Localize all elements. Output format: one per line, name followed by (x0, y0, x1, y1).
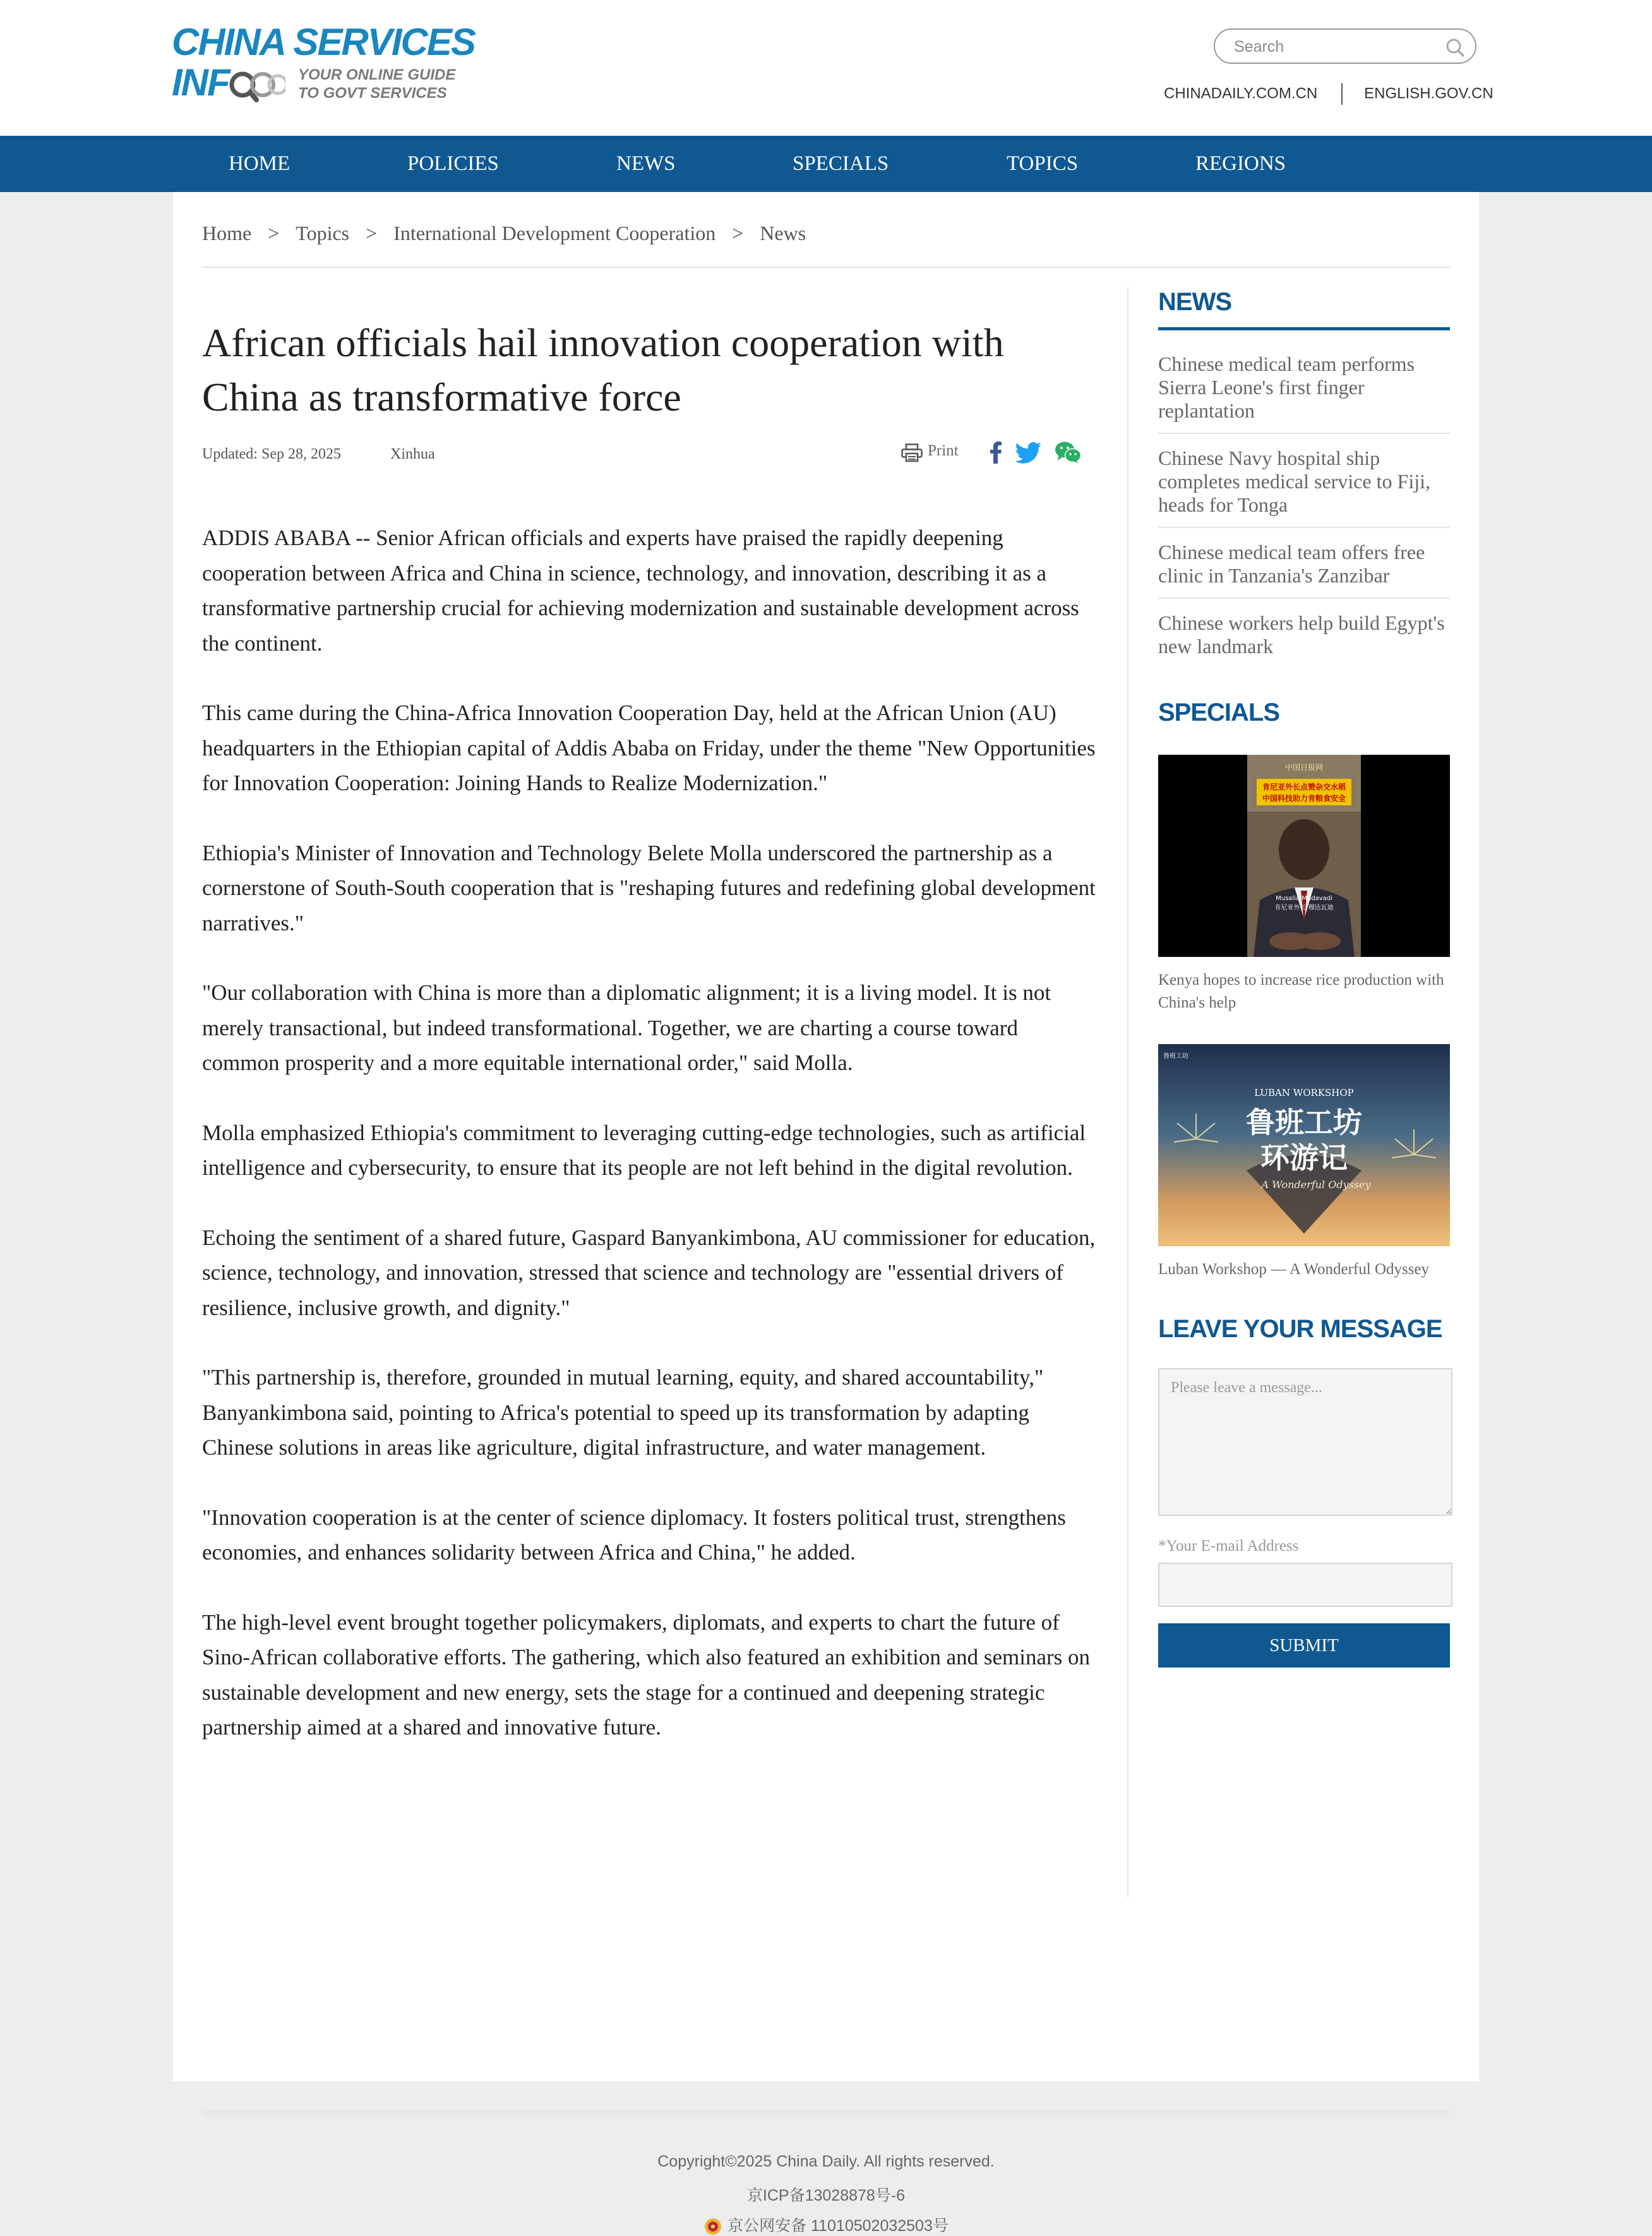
image-caption-line1: 肯尼亚外长点赞杂交水稻 (1262, 783, 1346, 791)
article-paragraph: ADDIS ABABA -- Senior African officials and experts have praised the rapidly deepening cooperation between Africa and China in science, technology, and innovation, describing it as a transformative partnership crucial for achieving modernization and sustainable development across the continent. (202, 526, 1079, 656)
email-label: *Your E-mail Address (1158, 1537, 1299, 1554)
link-separator (1341, 83, 1343, 105)
logo-wordmark-info: INF (172, 61, 229, 104)
special-caption-kenya[interactable]: Kenya hopes to increase rice production with China's help (1158, 971, 1444, 1011)
sidebar-news-item[interactable]: Chinese medical team performs Sierra Leone's first finger replantation (1158, 352, 1450, 434)
article-paragraph: Echoing the sentiment of a shared future, Gaspard Banyankimbona, AU commissioner for education, science, technology, and innovation, stressed that science and technology are "essential drivers of resilience, inclusive growth, and dignity." (202, 1225, 1096, 1320)
article-paragraph: Molla emphasized Ethiopia's commitment to leveraging cutting-edge technologies, such as artificial intelligence and cybersecurity, to ensure that its people are not left behind in the digital revolution. (202, 1120, 1086, 1180)
police-badge-icon (703, 2217, 722, 2236)
nav-specials[interactable]: SPECIALS (793, 152, 889, 175)
footer-icp[interactable]: 京ICP备13028878号-6 (746, 2187, 906, 2204)
site-logo[interactable] (172, 21, 475, 105)
image-label: LUBAN WORKSHOP (1254, 1087, 1354, 1098)
image-name-label: Musalia Mudavadi (1276, 895, 1332, 902)
column-divider (1127, 287, 1128, 1897)
image-subtitle: A Wonderful Odyssey (1261, 1179, 1371, 1191)
nav-news[interactable]: NEWS (616, 152, 676, 175)
sidebar-news-heading: NEWS (1158, 288, 1231, 316)
image-corner-text: 鲁班工坊 (1163, 1053, 1188, 1060)
external-links (1164, 83, 1493, 109)
special-caption-luban[interactable]: Luban Workshop — A Wonderful Odyssey (1158, 1261, 1430, 1278)
leave-message-heading: LEAVE YOUR MESSAGE (1158, 1315, 1442, 1343)
sidebar-news-item[interactable]: Chinese Navy hospital ship completes medical service to Fiji, heads for Tonga (1158, 447, 1450, 528)
footer-police-record[interactable] (173, 2213, 1479, 2236)
article-paragraph: "This partnership is, therefore, grounded in mutual learning, equity, and shared accountability," Banyankimbona said, pointing to Africa's potential to speed up its transformation by adapting Chinese solutions in areas like agriculture, digital infrastructure, and water management. (202, 1365, 1044, 1460)
breadcrumb (202, 217, 806, 249)
nav-home[interactable]: HOME (229, 152, 290, 175)
image-title-line1: 鲁班工坊 (1246, 1105, 1362, 1139)
footer-divider (202, 2110, 1450, 2116)
breadcrumb-separator: > (732, 222, 744, 244)
article-paragraph: The high-level event brought together policymakers, diplomats, and experts to chart the future of Sino-African collaborative efforts. The gathering, which also featured an exhibition and seminars on sustainable development and new energy, sets the stage for a continued and deepening strategic partnership aimed at a shared and innovative future. (202, 1609, 1091, 1740)
article-paragraph: Ethiopia's Minister of Innovation and Technology Belete Molla underscored the partnership as a cornerstone of South-South cooperation that is "reshaping futures and redefining global development narratives." (202, 840, 1096, 935)
sidebar-specials-heading: SPECIALS (1158, 699, 1280, 726)
share-bar (901, 438, 1091, 464)
special-thumbnail-luban[interactable] (1158, 1044, 1450, 1246)
sidebar-news-item[interactable]: Chinese workers help build Egypt's new landmark (1158, 611, 1445, 658)
image-title-line2: 环游记 (1260, 1141, 1348, 1175)
submit-button[interactable]: SUBMIT (1158, 1623, 1450, 1668)
article-body (202, 520, 1099, 1780)
logo-wordmark: CHINA SERVICES (172, 21, 475, 63)
breadcrumb-news[interactable]: News (760, 222, 806, 244)
breadcrumb-idc[interactable]: International Development Cooperation (393, 222, 716, 244)
article-title: African officials hail innovation cooperation with China as transformative force (202, 320, 1004, 419)
image-caption-line2: 中国科技助力肯粮食安全 (1262, 794, 1346, 803)
breadcrumb-home[interactable]: Home (202, 222, 252, 244)
content-panel (173, 192, 1479, 2235)
main-nav (0, 136, 1652, 192)
link-chinadaily[interactable]: CHINADAILY.COM.CN (1164, 85, 1318, 102)
sidebar-news-rule (1158, 327, 1450, 330)
breadcrumb-divider (202, 267, 1450, 268)
article-paragraph: "Innovation cooperation is at the center of science diplomacy. It fosters political trust, strengthens economies, and enhances solidarity between Africa and China," he added. (202, 1505, 1066, 1565)
sidebar-news-list (1158, 352, 1450, 681)
logo-tagline-line1: YOUR ONLINE GUIDE (298, 66, 456, 83)
logo-tagline-line2: TO GOVT SERVICES (298, 85, 447, 102)
footer-copyright: Copyright©2025 China Daily. All rights reserved. (657, 2153, 995, 2170)
article-source: Xinhua (390, 446, 435, 462)
footer-police-text: 京公网安备 11010502032503号 (727, 2217, 949, 2235)
facebook-icon[interactable] (989, 441, 1003, 464)
search-box (1214, 28, 1476, 64)
image-name-cn-label: 肯尼亚外长 穆达瓦迪 (1274, 905, 1334, 911)
link-english-gov[interactable]: ENGLISH.GOV.CN (1364, 85, 1493, 102)
logo-tagline (298, 66, 455, 102)
search-icon[interactable] (1445, 37, 1465, 57)
article-updated-date: Updated: Sep 28, 2025 (202, 446, 341, 462)
site-header (0, 0, 1652, 136)
print-label[interactable]: Print (928, 442, 959, 459)
breadcrumb-topics[interactable]: Topics (296, 222, 350, 244)
search-input[interactable] (1233, 35, 1437, 59)
breadcrumb-separator: > (268, 222, 280, 244)
article-paragraph: "Our collaboration with China is more than a diplomatic alignment; it is a living model. It is not merely transactional, but indeed transformational. Together, we are charting a course toward common prosperity and a more equitable international order," said Molla. (202, 980, 1051, 1075)
twitter-icon[interactable] (1015, 442, 1041, 464)
special-thumbnail-kenya[interactable] (1158, 755, 1450, 957)
nav-topics[interactable]: TOPICS (1007, 152, 1079, 175)
nav-regions[interactable]: REGIONS (1195, 152, 1286, 175)
wechat-icon[interactable] (1055, 441, 1081, 464)
magnifier-logo-icon (227, 68, 285, 102)
message-textarea[interactable] (1158, 1368, 1452, 1516)
luban-workshop-image (1158, 1044, 1450, 1246)
print-icon[interactable] (901, 443, 923, 462)
image-header-text: 中国日报网 (1284, 763, 1324, 772)
breadcrumb-separator: > (366, 222, 378, 244)
article-paragraph: This came during the China-Africa Innovation Cooperation Day, held at the African Union (AU) headquarters in the Ethiopian capital of Addis Ababa on Friday, under the theme "New Opportunities for Innovation Cooperation: Joining Hands to Realize Modernization." (202, 700, 1096, 795)
email-field[interactable] (1158, 1563, 1452, 1607)
sidebar-news-item[interactable]: Chinese medical team offers free clinic in Tanzania's Zanzibar (1158, 541, 1450, 599)
kenya-interview-image (1158, 755, 1450, 957)
nav-policies[interactable]: POLICIES (407, 152, 499, 175)
